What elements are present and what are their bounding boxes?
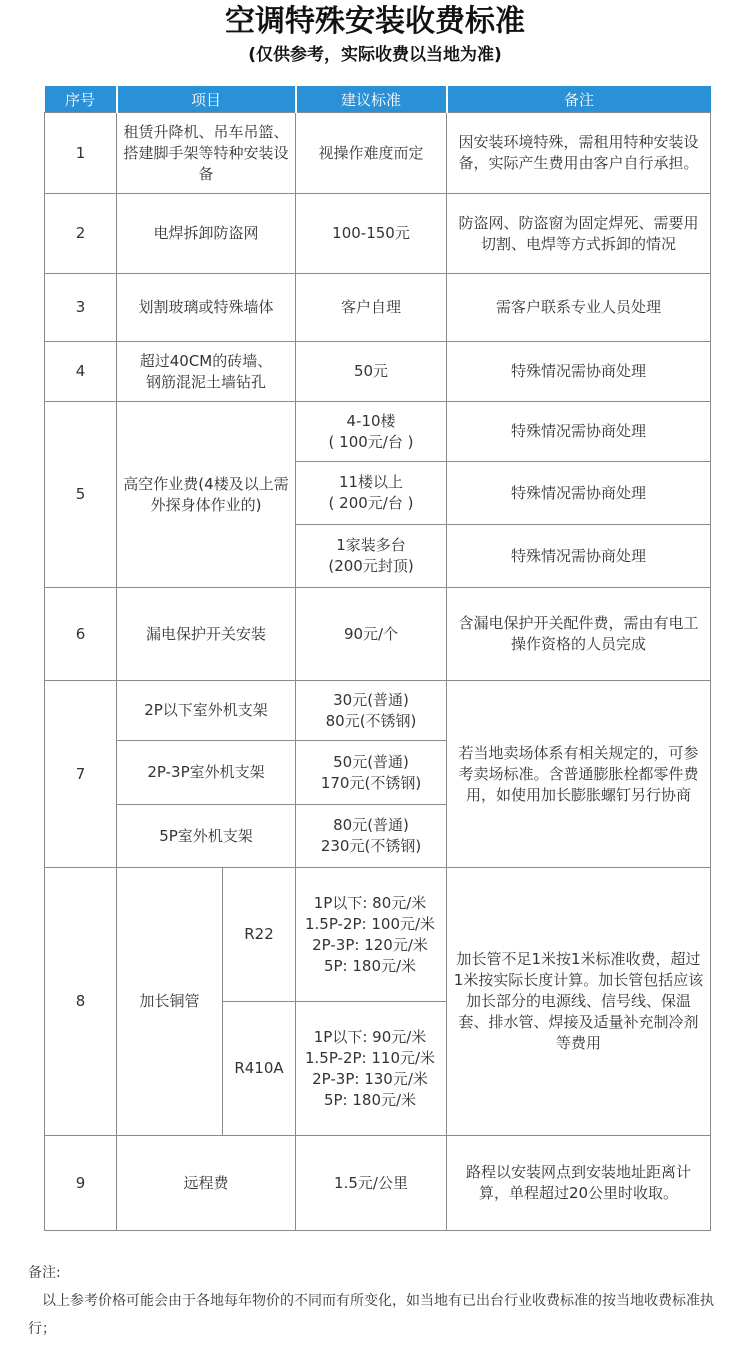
price-line: 2P-3P: 120元/米 <box>312 935 428 954</box>
price-cell <box>296 1002 447 1136</box>
note-cell: 含漏电保护开关配件费，需由有电工操作资格的人员完成 <box>447 588 711 681</box>
item-cell: 2P-3P室外机支架 <box>117 741 296 805</box>
refrigerant-label: R410A <box>223 1002 296 1136</box>
table-row <box>45 402 711 462</box>
item-cell: 电焊拆卸防盗网 <box>117 194 296 274</box>
note-cell: 防盗网、防盗窗为固定焊死、需要用切割、电焊等方式拆卸的情况 <box>447 194 711 274</box>
notes-text: 以上参考价格可能会由于各地每年物价的不同而有所变化，如当地有已出台行业收费标准的按当地收费标准执行； <box>28 1293 714 1337</box>
header-no: 序号 <box>45 86 117 113</box>
row-number: 9 <box>45 1136 117 1231</box>
price-cell: 100-150元 <box>296 194 447 274</box>
item-cell: 2P以下室外机支架 <box>117 681 296 741</box>
refrigerant-label: R22 <box>223 868 296 1002</box>
table-row <box>45 194 711 274</box>
item-line: 超过40CM的砖墙、 <box>139 351 273 370</box>
price-line: 1.5P-2P: 100元/米 <box>304 914 436 933</box>
price-cell: 客户自理 <box>296 274 447 342</box>
table-row <box>45 588 711 681</box>
price-line: 1P以下: 80元/米 <box>313 893 427 912</box>
price-cell: 1.5元/公里 <box>296 1136 447 1231</box>
price-cell: 50元 <box>296 342 447 402</box>
price-cell <box>296 402 447 462</box>
price-line: 50元(普通) <box>333 752 409 771</box>
note-cell: 特殊情况需协商处理 <box>447 525 711 588</box>
row-number: 1 <box>45 113 117 194</box>
header-item: 项目 <box>117 86 296 113</box>
price-line: 1P以下: 90元/米 <box>313 1027 427 1046</box>
price-line: 170元(不锈钢) <box>320 773 422 792</box>
price-cell <box>296 805 447 868</box>
fee-table <box>44 86 711 1231</box>
item-cell: 5P室外机支架 <box>117 805 296 868</box>
price-line: 1家装多台 <box>336 536 406 554</box>
price-line: 80元(普通) <box>333 816 409 834</box>
price-cell <box>296 681 447 741</box>
table-row <box>45 113 711 194</box>
row-number: 3 <box>45 274 117 342</box>
note-cell: 特殊情况需协商处理 <box>447 342 711 402</box>
price-line: 2P-3P: 130元/米 <box>312 1069 428 1088</box>
page-title: 空调特殊安装收费标准 <box>225 4 525 39</box>
table-row <box>45 274 711 342</box>
price-line: 230元(不锈钢) <box>320 837 422 855</box>
note-cell: 特殊情况需协商处理 <box>447 402 711 462</box>
price-line: 80元(不锈钢) <box>325 711 417 730</box>
price-cell <box>296 462 447 525</box>
note-cell: 特殊情况需协商处理 <box>447 462 711 525</box>
price-line: 30元(普通) <box>333 690 409 709</box>
table-row <box>45 681 711 741</box>
price-cell <box>296 525 447 588</box>
row-number: 5 <box>45 402 117 588</box>
price-cell: 90元/个 <box>296 588 447 681</box>
price-line: 5P: 180元/米 <box>323 956 417 975</box>
item-cell <box>117 342 296 402</box>
row-number: 7 <box>45 681 117 868</box>
row-number: 4 <box>45 342 117 402</box>
price-cell <box>296 868 447 1002</box>
price-line: ( 100元/台 ) <box>328 432 414 451</box>
notes-title: 备注: <box>28 1265 61 1281</box>
note-cell: 需客户联系专业人员处理 <box>447 274 711 342</box>
price-line: ( 200元/台 ) <box>328 494 414 512</box>
price-line: 1.5P-2P: 110元/米 <box>304 1048 436 1067</box>
price-line: (200元封顶) <box>328 557 414 575</box>
item-cell: 租赁升降机、吊车吊篮、搭建脚手架等特种安装设备 <box>117 113 296 194</box>
note-cell: 若当地卖场体系有相关规定的，可参考卖场标准。含普通膨胀栓都零件费用，如使用加长膨胀螺钉另行协商 <box>447 681 711 868</box>
header-note: 备注 <box>447 86 711 113</box>
price-line: 11楼以上 <box>338 473 404 491</box>
page-subtitle: (仅供参考，实际收费以当地为准) <box>248 45 502 65</box>
price-cell: 视操作难度而定 <box>296 113 447 194</box>
table-header-row <box>45 86 711 113</box>
table-row <box>45 1136 711 1231</box>
item-line: 钢筋混泥土墙钻孔 <box>146 372 267 391</box>
header-price: 建议标准 <box>296 86 447 113</box>
note-cell: 加长管不足1米按1米标准收费，超过1米按实际长度计算。加长管包括应该加长部分的电源线、信号线、保温套、排水管、焊接及适量补充制冷剂等费用 <box>447 868 711 1136</box>
item-cell: 远程费 <box>117 1136 296 1231</box>
note-cell: 路程以安装网点到安装地址距离计算，单程超过20公里时收取。 <box>447 1136 711 1231</box>
price-line: 5P: 180元/米 <box>323 1090 417 1109</box>
table-row <box>45 342 711 402</box>
item-cell: 加长铜管 <box>117 868 223 1136</box>
item-cell: 漏电保护开关安装 <box>117 588 296 681</box>
row-number: 8 <box>45 868 117 1136</box>
row-number: 6 <box>45 588 117 681</box>
price-line: 4-10楼 <box>346 411 396 430</box>
table-row <box>45 868 711 1002</box>
price-cell <box>296 741 447 805</box>
item-cell: 高空作业费(4楼及以上需外探身体作业的) <box>117 402 296 588</box>
note-cell: 因安装环境特殊，需租用特种安装设备，实际产生费用由客户自行承担。 <box>447 113 711 194</box>
row-number: 2 <box>45 194 117 274</box>
item-cell: 划割玻璃或特殊墙体 <box>117 274 296 342</box>
